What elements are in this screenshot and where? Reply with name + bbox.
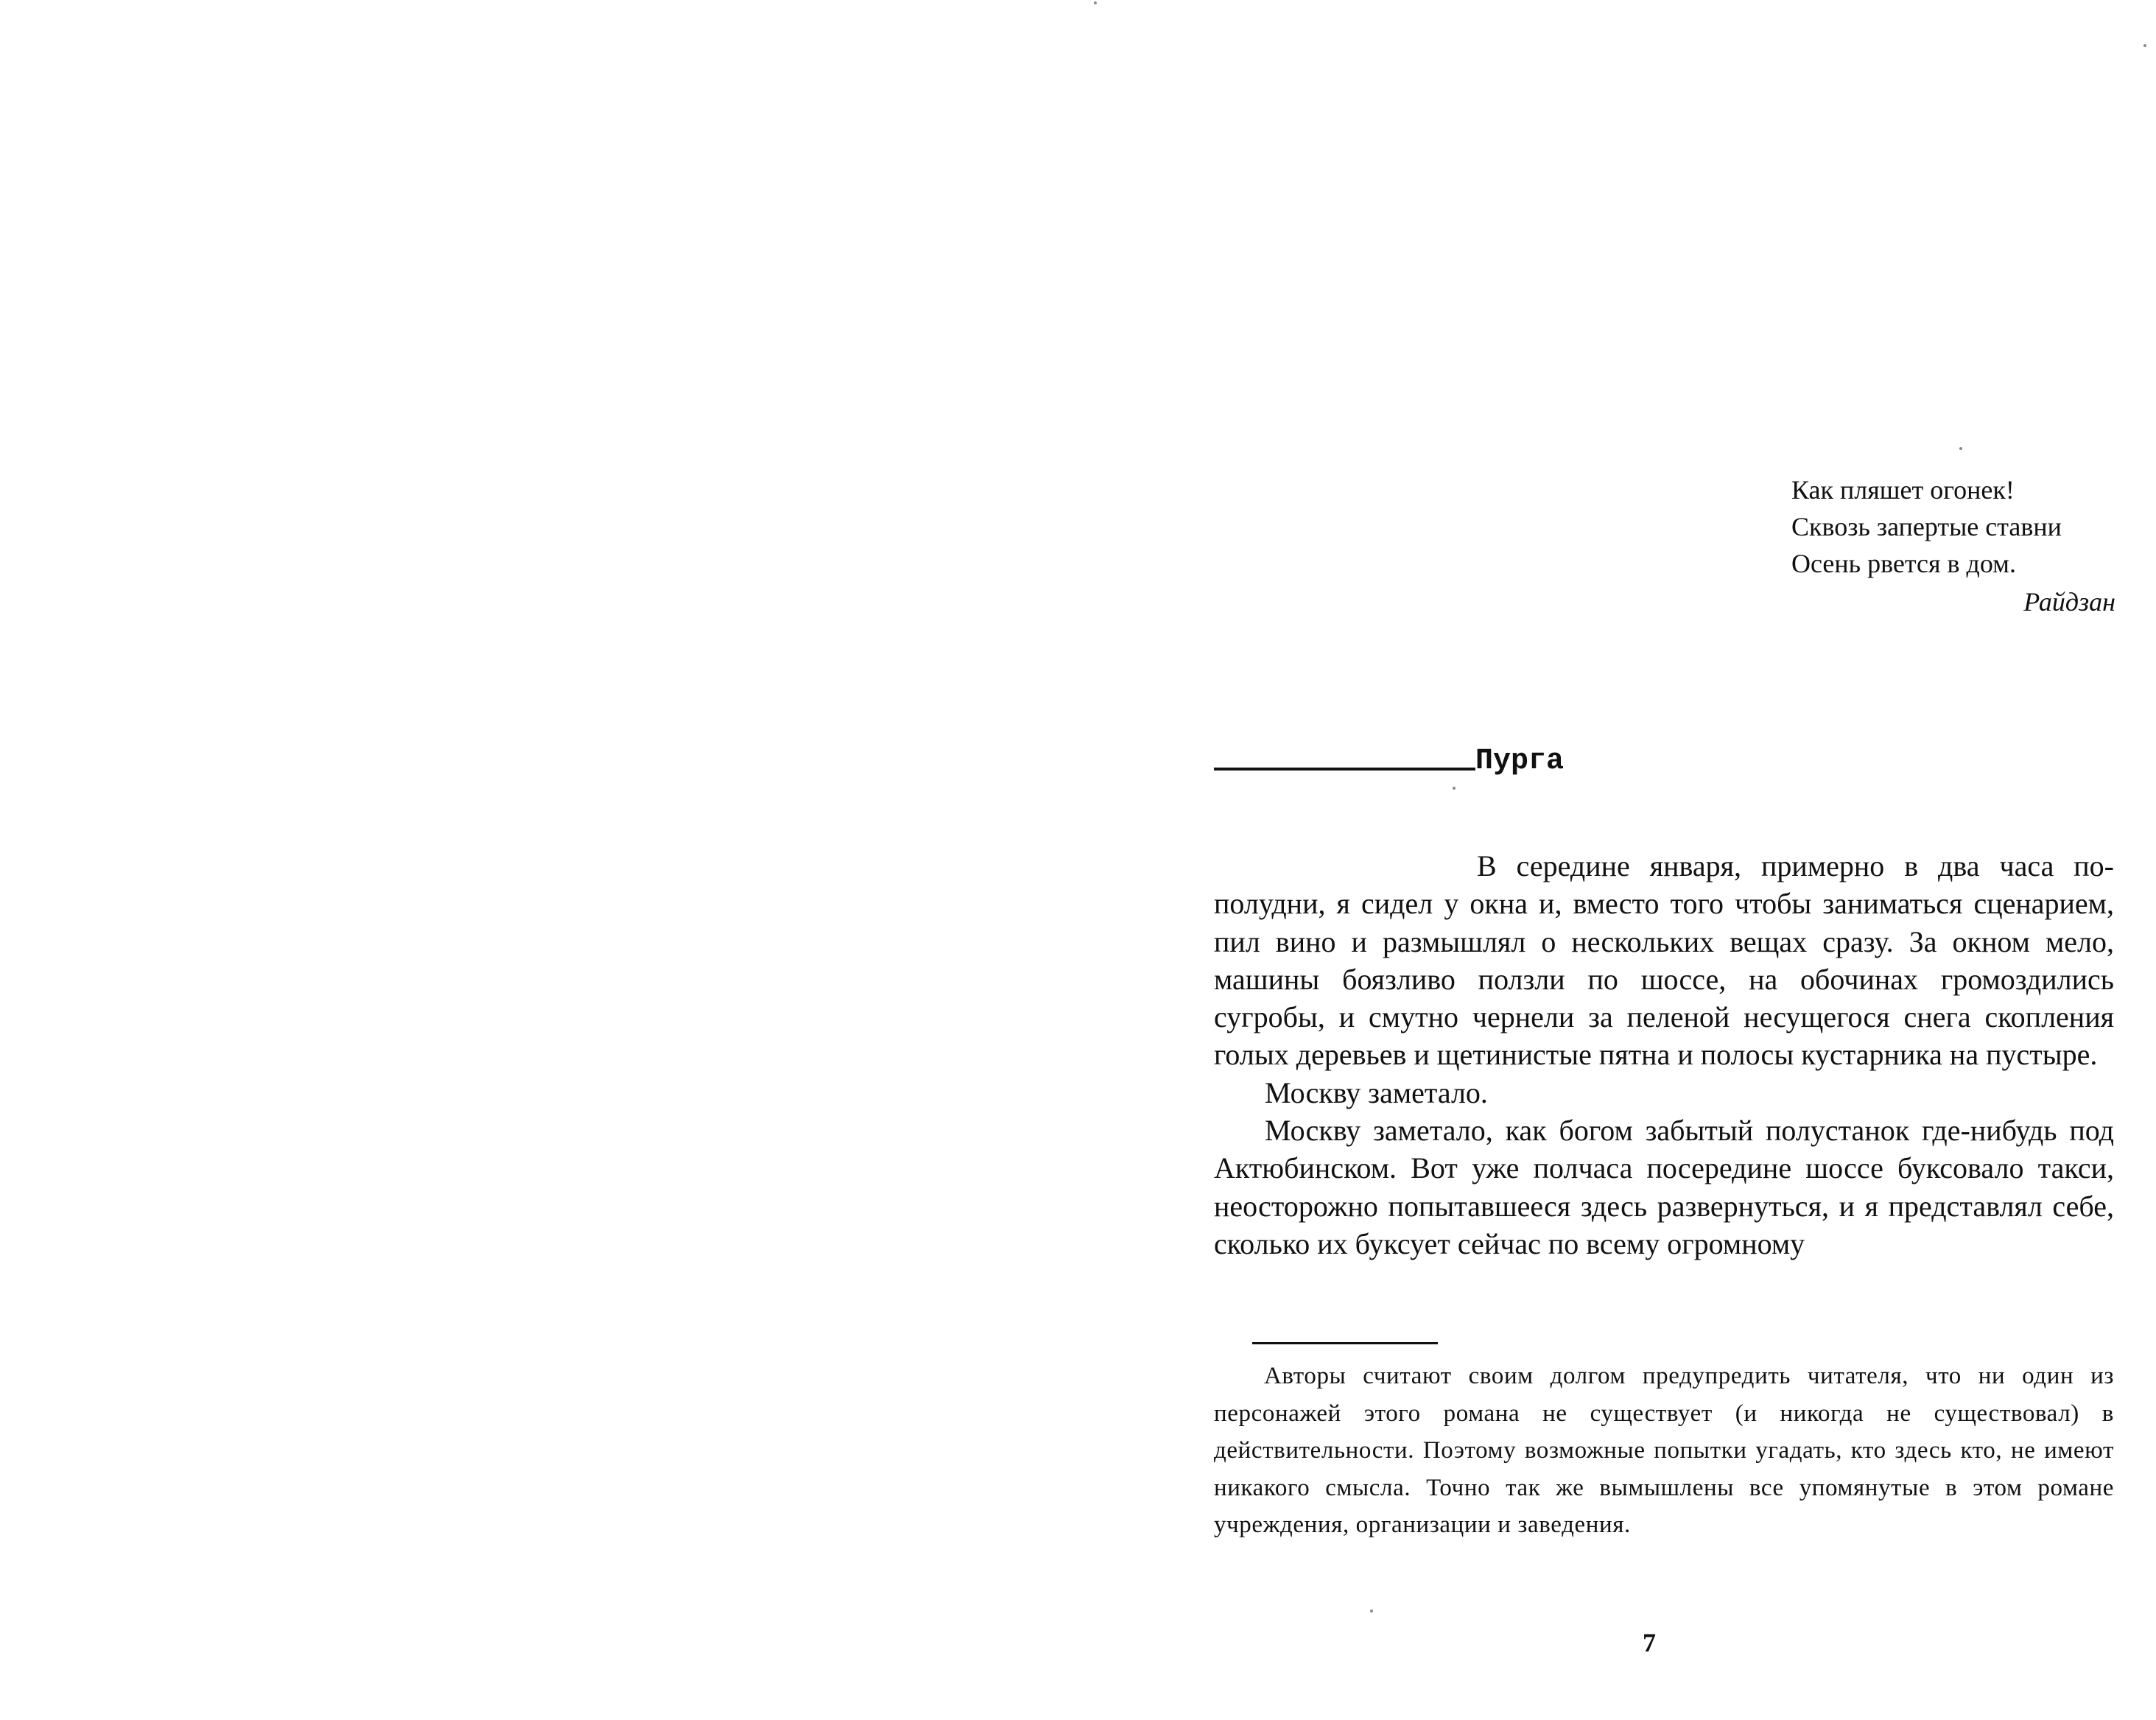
footnote-rule xyxy=(1252,1342,1438,1344)
epigraph-line: Сквозь запертые ставни xyxy=(1791,512,2062,541)
body-paragraph: В середине января, примерно в два часа пополудни, я сидел у окна и, вместо того чтобы заниматься сценарием, пил вино и размышлял о нескольких вещах сразу. За окном мело, машины боязливо ползли по шоссе, на обочинах громоздились сугробы, и смутно чернели за пеленой несущегося снега скопления голых деревьев и щетинистые пятна и полосы кустарника на пустыре. xyxy=(1214,849,2114,1072)
epigraph-line: Осень рвется в дом. xyxy=(1791,549,2016,578)
chapter-title: Пурга xyxy=(1475,745,1565,778)
footnote: Авторы считают своим долгом предупредить читателя, что ни один из персонажей этого романа не существует (и никогда не существовал) в действительности. Поэтому возможные попытки угадать, кто здесь кто, не имеют никакого смысла. Точно так же вымышлены все упомянутые в этом романе учреждения, организации и заведения. xyxy=(1214,1363,2114,1538)
chapter-heading xyxy=(1214,734,1564,778)
body-text xyxy=(1214,847,2114,1263)
epigraph-author: Райдзан xyxy=(2023,587,2115,617)
scan-speck xyxy=(1370,1610,1373,1612)
epigraph-line: Как пляшет огонек! xyxy=(1791,475,2015,505)
chapter-rule xyxy=(1214,768,1475,771)
body-paragraph: Москву заметало, как богом забытый полустанок где-нибудь под Актюбинском. Вот уже полчаса посередине шоссе буксовало такси, неосторожно попытавшееся здесь развернуться, и я представлял себе, сколько их буксует сейчас по всему огромному xyxy=(1214,1114,2114,1260)
scan-speck xyxy=(1959,447,1962,450)
page-number: 7 xyxy=(1643,1628,1656,1657)
scan-speck xyxy=(1453,787,1456,790)
body-paragraph: Москву заметало. xyxy=(1265,1075,1488,1109)
scan-speck xyxy=(1094,1,1097,4)
epigraph xyxy=(1791,471,2115,620)
scan-speck xyxy=(2143,44,2146,47)
